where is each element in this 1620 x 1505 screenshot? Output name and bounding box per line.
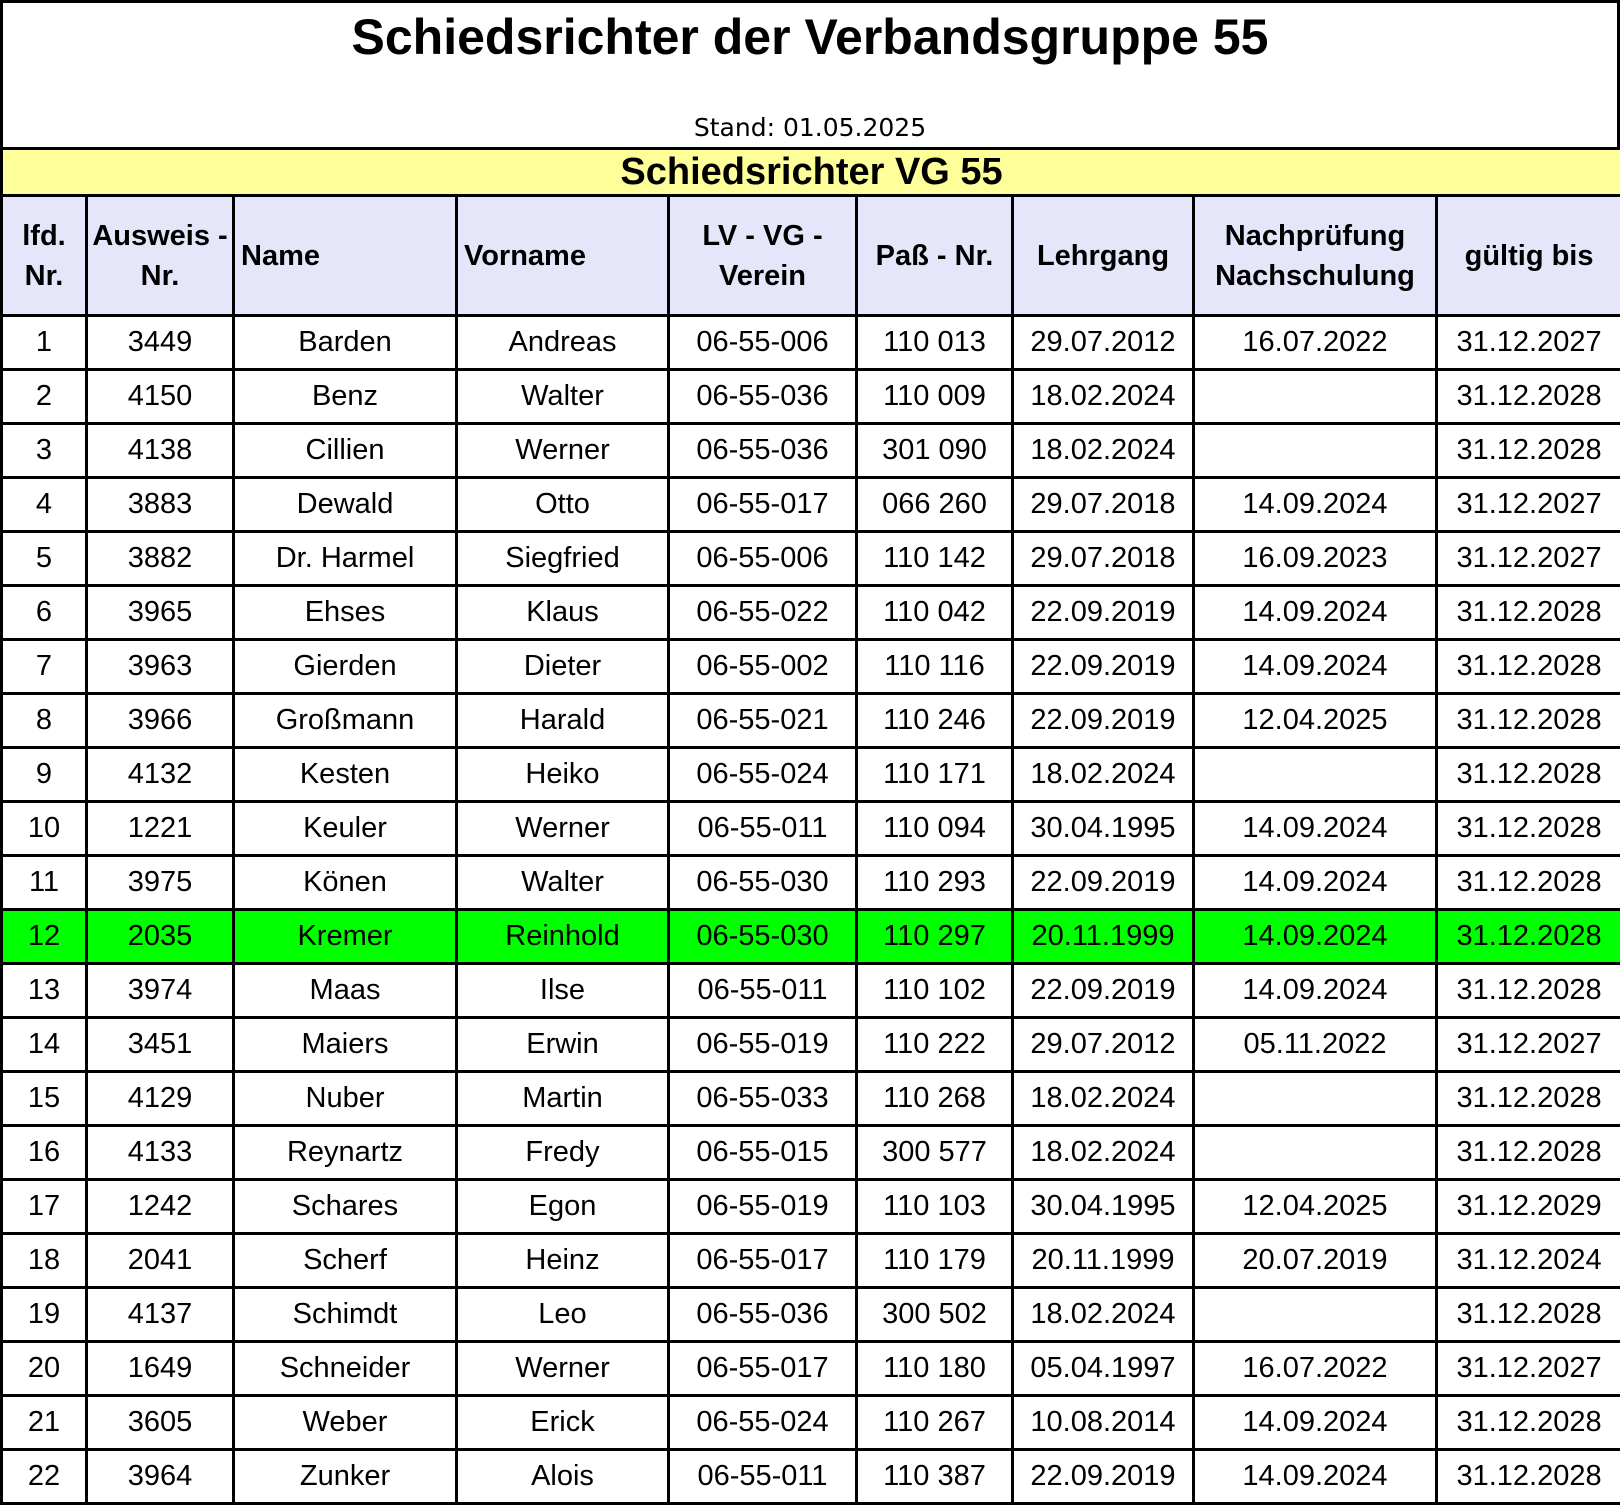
cell-lehrgang: 18.02.2024 <box>1013 424 1194 478</box>
cell-nr: 1 <box>2 316 87 370</box>
cell-nachpruefung <box>1194 748 1437 802</box>
cell-lehrgang: 29.07.2018 <box>1013 532 1194 586</box>
table-row <box>2 1342 1620 1396</box>
cell-nachpruefung: 14.09.2024 <box>1194 964 1437 1018</box>
cell-gueltig: 31.12.2028 <box>1437 1126 1620 1180</box>
table-row <box>2 694 1620 748</box>
section-title: Schiedsrichter VG 55 <box>2 149 1620 196</box>
cell-nachpruefung: 14.09.2024 <box>1194 802 1437 856</box>
cell-pass: 110 142 <box>857 532 1013 586</box>
cell-nr: 19 <box>2 1288 87 1342</box>
cell-vorname: Walter <box>457 370 669 424</box>
cell-verein: 06-55-036 <box>669 424 857 478</box>
cell-lehrgang: 18.02.2024 <box>1013 370 1194 424</box>
cell-ausweis: 1221 <box>87 802 234 856</box>
cell-verein: 06-55-006 <box>669 532 857 586</box>
cell-vorname: Dieter <box>457 640 669 694</box>
cell-ausweis: 1649 <box>87 1342 234 1396</box>
col-header-nr: lfd. Nr. <box>2 196 87 316</box>
cell-pass: 110 293 <box>857 856 1013 910</box>
cell-lehrgang: 29.07.2012 <box>1013 316 1194 370</box>
table-row <box>2 910 1620 964</box>
cell-verein: 06-55-011 <box>669 1450 857 1504</box>
cell-pass: 110 102 <box>857 964 1013 1018</box>
cell-nr: 2 <box>2 370 87 424</box>
cell-pass: 110 116 <box>857 640 1013 694</box>
cell-verein: 06-55-024 <box>669 1396 857 1450</box>
cell-nachpruefung: 14.09.2024 <box>1194 910 1437 964</box>
cell-vorname: Fredy <box>457 1126 669 1180</box>
col-header-pass: Paß - Nr. <box>857 196 1013 316</box>
cell-ausweis: 3963 <box>87 640 234 694</box>
cell-nachpruefung: 14.09.2024 <box>1194 640 1437 694</box>
col-header-verein: LV - VG - Verein <box>669 196 857 316</box>
cell-ausweis: 3975 <box>87 856 234 910</box>
cell-gueltig: 31.12.2027 <box>1437 1018 1620 1072</box>
cell-nr: 13 <box>2 964 87 1018</box>
cell-lehrgang: 22.09.2019 <box>1013 1450 1194 1504</box>
cell-name: Barden <box>234 316 457 370</box>
table-row <box>2 316 1620 370</box>
cell-pass: 110 267 <box>857 1396 1013 1450</box>
cell-vorname: Ilse <box>457 964 669 1018</box>
cell-nachpruefung: 14.09.2024 <box>1194 856 1437 910</box>
cell-lehrgang: 22.09.2019 <box>1013 964 1194 1018</box>
cell-vorname: Martin <box>457 1072 669 1126</box>
cell-gueltig: 31.12.2028 <box>1437 1288 1620 1342</box>
cell-pass: 110 013 <box>857 316 1013 370</box>
cell-name: Schneider <box>234 1342 457 1396</box>
cell-verein: 06-55-021 <box>669 694 857 748</box>
cell-gueltig: 31.12.2027 <box>1437 478 1620 532</box>
cell-ausweis: 4132 <box>87 748 234 802</box>
table-row <box>2 1126 1620 1180</box>
cell-name: Ehses <box>234 586 457 640</box>
cell-nr: 7 <box>2 640 87 694</box>
cell-ausweis: 3965 <box>87 586 234 640</box>
cell-vorname: Alois <box>457 1450 669 1504</box>
cell-name: Nuber <box>234 1072 457 1126</box>
table-row <box>2 1396 1620 1450</box>
col-header-nachpruefung: Nachprüfung Nachschulung <box>1194 196 1437 316</box>
cell-name: Schimdt <box>234 1288 457 1342</box>
cell-vorname: Siegfried <box>457 532 669 586</box>
cell-nachpruefung: 12.04.2025 <box>1194 1180 1437 1234</box>
col-header-ausweis: Ausweis - Nr. <box>87 196 234 316</box>
cell-nr: 12 <box>2 910 87 964</box>
cell-nr: 21 <box>2 1396 87 1450</box>
cell-lehrgang: 18.02.2024 <box>1013 748 1194 802</box>
cell-nr: 20 <box>2 1342 87 1396</box>
cell-vorname: Heiko <box>457 748 669 802</box>
cell-gueltig: 31.12.2028 <box>1437 1072 1620 1126</box>
cell-verein: 06-55-011 <box>669 964 857 1018</box>
table-row <box>2 532 1620 586</box>
cell-vorname: Walter <box>457 856 669 910</box>
cell-nr: 16 <box>2 1126 87 1180</box>
cell-lehrgang: 20.11.1999 <box>1013 910 1194 964</box>
cell-nachpruefung: 16.07.2022 <box>1194 1342 1437 1396</box>
cell-verein: 06-55-036 <box>669 1288 857 1342</box>
cell-gueltig: 31.12.2028 <box>1437 856 1620 910</box>
cell-name: Dr. Harmel <box>234 532 457 586</box>
table-row <box>2 1234 1620 1288</box>
table-row <box>2 856 1620 910</box>
cell-ausweis: 4129 <box>87 1072 234 1126</box>
cell-verein: 06-55-030 <box>669 910 857 964</box>
referee-table <box>0 147 1620 1505</box>
cell-lehrgang: 18.02.2024 <box>1013 1288 1194 1342</box>
cell-ausweis: 3449 <box>87 316 234 370</box>
cell-nachpruefung <box>1194 1288 1437 1342</box>
cell-ausweis: 4133 <box>87 1126 234 1180</box>
cell-vorname: Harald <box>457 694 669 748</box>
cell-pass: 110 009 <box>857 370 1013 424</box>
cell-ausweis: 3964 <box>87 1450 234 1504</box>
cell-pass: 110 103 <box>857 1180 1013 1234</box>
cell-name: Großmann <box>234 694 457 748</box>
cell-nachpruefung: 14.09.2024 <box>1194 478 1437 532</box>
cell-gueltig: 31.12.2028 <box>1437 1450 1620 1504</box>
cell-gueltig: 31.12.2028 <box>1437 694 1620 748</box>
table-row <box>2 370 1620 424</box>
cell-verein: 06-55-024 <box>669 748 857 802</box>
cell-nachpruefung: 16.07.2022 <box>1194 316 1437 370</box>
cell-lehrgang: 10.08.2014 <box>1013 1396 1194 1450</box>
cell-lehrgang: 22.09.2019 <box>1013 694 1194 748</box>
cell-nr: 4 <box>2 478 87 532</box>
table-row <box>2 1018 1620 1072</box>
cell-ausweis: 3883 <box>87 478 234 532</box>
table-row <box>2 1450 1620 1504</box>
cell-ausweis: 3451 <box>87 1018 234 1072</box>
cell-pass: 110 180 <box>857 1342 1013 1396</box>
cell-pass: 110 297 <box>857 910 1013 964</box>
cell-lehrgang: 18.02.2024 <box>1013 1126 1194 1180</box>
cell-ausweis: 3605 <box>87 1396 234 1450</box>
cell-nr: 22 <box>2 1450 87 1504</box>
cell-name: Kremer <box>234 910 457 964</box>
cell-nr: 15 <box>2 1072 87 1126</box>
cell-ausweis: 3882 <box>87 532 234 586</box>
cell-verein: 06-55-036 <box>669 370 857 424</box>
cell-nachpruefung: 14.09.2024 <box>1194 586 1437 640</box>
cell-lehrgang: 05.04.1997 <box>1013 1342 1194 1396</box>
col-header-gueltig: gültig bis <box>1437 196 1620 316</box>
cell-ausweis: 2035 <box>87 910 234 964</box>
table-row <box>2 478 1620 532</box>
cell-lehrgang: 29.07.2018 <box>1013 478 1194 532</box>
cell-pass: 300 502 <box>857 1288 1013 1342</box>
table-row <box>2 1180 1620 1234</box>
table-row <box>2 1288 1620 1342</box>
cell-verein: 06-55-017 <box>669 478 857 532</box>
table-row <box>2 748 1620 802</box>
cell-lehrgang: 30.04.1995 <box>1013 1180 1194 1234</box>
cell-nachpruefung: 05.11.2022 <box>1194 1018 1437 1072</box>
cell-nachpruefung <box>1194 424 1437 478</box>
cell-vorname: Erwin <box>457 1018 669 1072</box>
cell-name: Cillien <box>234 424 457 478</box>
cell-vorname: Werner <box>457 1342 669 1396</box>
cell-nachpruefung <box>1194 1126 1437 1180</box>
table-row <box>2 586 1620 640</box>
cell-vorname: Otto <box>457 478 669 532</box>
stand-date: Stand: 01.05.2025 <box>3 113 1617 143</box>
cell-name: Kesten <box>234 748 457 802</box>
cell-vorname: Reinhold <box>457 910 669 964</box>
cell-ausweis: 1242 <box>87 1180 234 1234</box>
cell-vorname: Andreas <box>457 316 669 370</box>
cell-name: Zunker <box>234 1450 457 1504</box>
cell-gueltig: 31.12.2028 <box>1437 640 1620 694</box>
cell-name: Scherf <box>234 1234 457 1288</box>
cell-pass: 110 246 <box>857 694 1013 748</box>
cell-verein: 06-55-017 <box>669 1234 857 1288</box>
cell-nachpruefung <box>1194 370 1437 424</box>
cell-gueltig: 31.12.2028 <box>1437 748 1620 802</box>
cell-name: Könen <box>234 856 457 910</box>
cell-verein: 06-55-033 <box>669 1072 857 1126</box>
table-row <box>2 964 1620 1018</box>
cell-gueltig: 31.12.2028 <box>1437 424 1620 478</box>
cell-verein: 06-55-006 <box>669 316 857 370</box>
cell-nr: 11 <box>2 856 87 910</box>
cell-pass: 110 387 <box>857 1450 1013 1504</box>
cell-gueltig: 31.12.2028 <box>1437 802 1620 856</box>
cell-lehrgang: 29.07.2012 <box>1013 1018 1194 1072</box>
cell-name: Reynartz <box>234 1126 457 1180</box>
table-row <box>2 802 1620 856</box>
col-header-vorname: Vorname <box>457 196 669 316</box>
cell-ausweis: 4138 <box>87 424 234 478</box>
cell-gueltig: 31.12.2028 <box>1437 370 1620 424</box>
cell-pass: 110 171 <box>857 748 1013 802</box>
cell-nr: 10 <box>2 802 87 856</box>
cell-name: Weber <box>234 1396 457 1450</box>
cell-vorname: Klaus <box>457 586 669 640</box>
cell-verein: 06-55-030 <box>669 856 857 910</box>
cell-ausweis: 4137 <box>87 1288 234 1342</box>
col-header-lehrgang: Lehrgang <box>1013 196 1194 316</box>
cell-nachpruefung <box>1194 1072 1437 1126</box>
cell-nr: 17 <box>2 1180 87 1234</box>
cell-gueltig: 31.12.2027 <box>1437 532 1620 586</box>
cell-pass: 110 222 <box>857 1018 1013 1072</box>
cell-ausweis: 3966 <box>87 694 234 748</box>
cell-ausweis: 4150 <box>87 370 234 424</box>
cell-nr: 6 <box>2 586 87 640</box>
cell-nachpruefung: 14.09.2024 <box>1194 1396 1437 1450</box>
cell-pass: 110 094 <box>857 802 1013 856</box>
cell-gueltig: 31.12.2027 <box>1437 316 1620 370</box>
cell-nachpruefung: 20.07.2019 <box>1194 1234 1437 1288</box>
cell-lehrgang: 22.09.2019 <box>1013 856 1194 910</box>
cell-name: Maiers <box>234 1018 457 1072</box>
cell-vorname: Leo <box>457 1288 669 1342</box>
cell-name: Dewald <box>234 478 457 532</box>
cell-name: Schares <box>234 1180 457 1234</box>
cell-lehrgang: 22.09.2019 <box>1013 586 1194 640</box>
table-row <box>2 1072 1620 1126</box>
cell-nr: 14 <box>2 1018 87 1072</box>
cell-gueltig: 31.12.2027 <box>1437 1342 1620 1396</box>
cell-gueltig: 31.12.2029 <box>1437 1180 1620 1234</box>
cell-verein: 06-55-022 <box>669 586 857 640</box>
cell-lehrgang: 30.04.1995 <box>1013 802 1194 856</box>
cell-name: Keuler <box>234 802 457 856</box>
cell-nr: 5 <box>2 532 87 586</box>
cell-pass: 110 042 <box>857 586 1013 640</box>
cell-pass: 300 577 <box>857 1126 1013 1180</box>
cell-ausweis: 2041 <box>87 1234 234 1288</box>
cell-vorname: Erick <box>457 1396 669 1450</box>
cell-nr: 9 <box>2 748 87 802</box>
sheet-header <box>0 0 1620 148</box>
table-row <box>2 424 1620 478</box>
table-row <box>2 640 1620 694</box>
cell-pass: 110 268 <box>857 1072 1013 1126</box>
cell-nachpruefung: 14.09.2024 <box>1194 1450 1437 1504</box>
cell-gueltig: 31.12.2028 <box>1437 586 1620 640</box>
cell-nachpruefung: 16.09.2023 <box>1194 532 1437 586</box>
cell-lehrgang: 20.11.1999 <box>1013 1234 1194 1288</box>
cell-vorname: Heinz <box>457 1234 669 1288</box>
cell-vorname: Werner <box>457 802 669 856</box>
cell-vorname: Egon <box>457 1180 669 1234</box>
cell-gueltig: 31.12.2028 <box>1437 1396 1620 1450</box>
cell-pass: 301 090 <box>857 424 1013 478</box>
cell-pass: 066 260 <box>857 478 1013 532</box>
cell-gueltig: 31.12.2024 <box>1437 1234 1620 1288</box>
cell-ausweis: 3974 <box>87 964 234 1018</box>
cell-gueltig: 31.12.2028 <box>1437 910 1620 964</box>
cell-name: Maas <box>234 964 457 1018</box>
cell-vorname: Werner <box>457 424 669 478</box>
cell-verein: 06-55-002 <box>669 640 857 694</box>
cell-nachpruefung: 12.04.2025 <box>1194 694 1437 748</box>
cell-lehrgang: 22.09.2019 <box>1013 640 1194 694</box>
cell-nr: 8 <box>2 694 87 748</box>
cell-verein: 06-55-017 <box>669 1342 857 1396</box>
cell-nr: 3 <box>2 424 87 478</box>
cell-gueltig: 31.12.2028 <box>1437 964 1620 1018</box>
page-title: Schiedsrichter der Verbandsgruppe 55 <box>3 7 1617 67</box>
table-body <box>2 316 1620 1504</box>
cell-verein: 06-55-011 <box>669 802 857 856</box>
cell-nr: 18 <box>2 1234 87 1288</box>
cell-pass: 110 179 <box>857 1234 1013 1288</box>
cell-lehrgang: 18.02.2024 <box>1013 1072 1194 1126</box>
cell-name: Gierden <box>234 640 457 694</box>
cell-name: Benz <box>234 370 457 424</box>
cell-verein: 06-55-019 <box>669 1180 857 1234</box>
cell-verein: 06-55-019 <box>669 1018 857 1072</box>
cell-verein: 06-55-015 <box>669 1126 857 1180</box>
col-header-name: Name <box>234 196 457 316</box>
